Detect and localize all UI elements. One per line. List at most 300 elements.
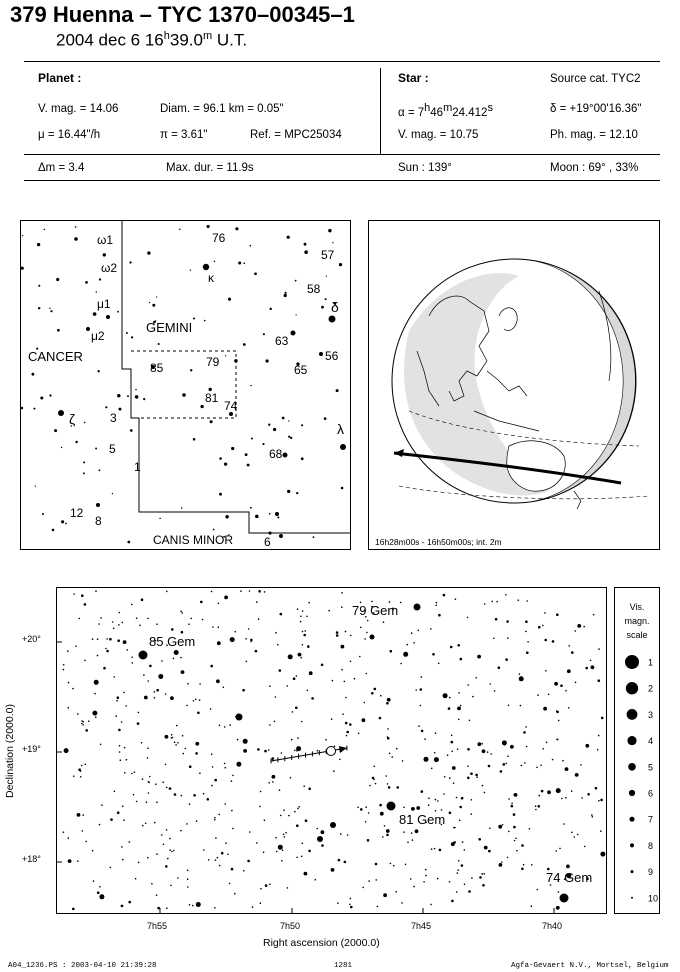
detail-star (447, 754, 449, 756)
detail-star (214, 819, 216, 821)
detail-star (458, 692, 460, 694)
detail-star (117, 696, 120, 699)
detail-star (265, 884, 268, 887)
detail-star (63, 831, 65, 833)
detail-star (245, 638, 247, 640)
detail-bright-star (236, 714, 243, 721)
finder-star (38, 285, 40, 287)
finder-star (149, 302, 150, 303)
label-cancer: CANCER (28, 349, 83, 364)
detail-star (521, 868, 524, 871)
detail-star (475, 677, 477, 679)
detail-star (286, 685, 288, 687)
finder-star (277, 516, 279, 518)
finder-star (245, 453, 248, 456)
detail-star (346, 731, 349, 734)
detail-star (131, 656, 133, 658)
detail-star (317, 750, 319, 752)
detail-star (217, 857, 219, 859)
finder-star (193, 438, 196, 441)
finder-star (336, 389, 339, 392)
finder-star (22, 235, 23, 236)
detail-star (558, 720, 560, 722)
scale-dot-8 (630, 843, 634, 847)
detail-star (380, 695, 382, 697)
detail-star (467, 748, 470, 751)
detail-star (166, 907, 168, 909)
detail-star (229, 883, 231, 885)
scale-label-6: 6 (648, 788, 654, 799)
detail-star (601, 717, 604, 720)
detail-star (331, 868, 335, 872)
detail-star (420, 688, 423, 691)
finder-star (207, 225, 210, 228)
finder-star (117, 394, 120, 397)
detail-star (350, 635, 352, 637)
detail-star (383, 893, 387, 897)
detail-star (215, 859, 217, 861)
x-axis-label: Right ascension (2000.0) (263, 937, 380, 949)
detail-star (557, 739, 559, 741)
detail-star (360, 627, 362, 629)
detail-star (334, 745, 336, 747)
detail-star (115, 715, 117, 717)
label-mu2: μ2 (91, 329, 105, 343)
detail-star (165, 764, 167, 766)
detail-star (559, 848, 561, 850)
xtick-label-7h50: 7h50 (280, 921, 301, 931)
detail-star (368, 812, 370, 814)
label-68: 68 (269, 447, 283, 461)
detail-star (585, 744, 589, 748)
finder-star (321, 306, 324, 309)
detail-star (467, 777, 470, 780)
detail-star (507, 756, 509, 758)
detail-star (156, 894, 158, 896)
detail-star (156, 853, 158, 855)
detail-star (259, 806, 261, 808)
scale-label-5: 5 (648, 762, 654, 773)
detail-star (359, 656, 361, 658)
detail-star (424, 738, 426, 740)
detail-star (545, 670, 547, 672)
finder-star (40, 396, 43, 399)
finder-star (288, 420, 289, 421)
detail-star (491, 601, 493, 603)
detail-star (435, 605, 437, 607)
finder-star (301, 424, 303, 426)
detail-star (457, 644, 460, 647)
detail-star (84, 660, 86, 662)
detail-star (432, 653, 435, 656)
detail-star (451, 900, 454, 903)
detail-star (300, 616, 302, 618)
detail-star (421, 676, 423, 678)
detail-star (275, 632, 277, 634)
detail-star (296, 746, 301, 751)
detail-star (257, 748, 260, 751)
finder-bright-star (86, 327, 90, 331)
detail-star (293, 677, 296, 680)
detail-star (114, 791, 116, 793)
detail-star (505, 658, 508, 661)
detail-star (197, 712, 200, 715)
finder-star (117, 311, 119, 313)
detail-star (428, 797, 430, 799)
detail-star (169, 849, 171, 851)
detail-star (264, 820, 266, 822)
detail-star (120, 759, 122, 761)
finder-bright-star (340, 444, 346, 450)
detail-star (400, 663, 402, 665)
detail-star (529, 828, 531, 830)
detail-star (451, 735, 453, 737)
constellation-boundary (122, 221, 350, 533)
scale-dot-7 (630, 817, 635, 822)
detail-star (537, 694, 539, 696)
detail-star (438, 614, 441, 617)
detail-star (279, 789, 281, 791)
detail-star (113, 676, 115, 678)
finder-star (231, 447, 234, 450)
detail-star (487, 751, 489, 753)
detail-star (346, 735, 348, 737)
label-79: 79 (206, 355, 220, 369)
star-right-ascension: α = 7h46m24.412s (398, 102, 493, 119)
detail-star (207, 798, 210, 801)
header-rule-bottom (24, 180, 660, 181)
detail-star (304, 630, 306, 632)
detail-star (338, 859, 341, 862)
detail-star (154, 691, 156, 693)
detail-star (597, 749, 599, 751)
detail-star (231, 780, 233, 782)
detail-star (507, 637, 509, 639)
detail-star (395, 891, 397, 893)
magnitude-scale (614, 587, 660, 914)
detail-star (418, 725, 420, 727)
finder-star (282, 417, 285, 420)
detail-star (189, 803, 191, 805)
finder-star (225, 515, 229, 519)
detail-star (505, 594, 507, 596)
detail-star (84, 603, 87, 606)
detail-star (109, 638, 112, 641)
track-arrow (339, 746, 347, 753)
detail-star (598, 800, 600, 802)
finder-star (61, 520, 64, 523)
detail-star (382, 836, 384, 838)
finder-star (269, 513, 271, 515)
detail-star (542, 748, 544, 750)
detail-star (306, 616, 308, 618)
scale-label-9: 9 (648, 867, 654, 878)
max-duration: Max. dur. = 11.9s (166, 162, 254, 174)
detail-star (163, 844, 165, 846)
scale-label-2: 2 (648, 683, 654, 694)
detail-star (450, 646, 453, 649)
detail-star (280, 815, 282, 817)
detail-star (219, 725, 221, 727)
detail-star (224, 596, 228, 600)
detail-star (460, 705, 462, 707)
detail-star (540, 765, 542, 767)
detail-star (502, 740, 507, 745)
detail-star (415, 829, 419, 833)
detail-star (278, 845, 283, 850)
detail-star (68, 682, 70, 684)
detail-star (81, 723, 83, 725)
finder-star (219, 493, 222, 496)
detail-star (403, 831, 405, 833)
label-81: 81 (205, 391, 219, 405)
detail-star (371, 601, 373, 603)
detail-star (407, 841, 409, 843)
detail-star (484, 846, 488, 850)
detail-star (489, 828, 491, 830)
detail-star (268, 749, 270, 751)
detail-star (68, 837, 70, 839)
label-omega1: ω1 (97, 233, 114, 247)
detail-star (598, 735, 600, 737)
finder-star (21, 267, 24, 270)
detail-star (332, 680, 334, 682)
scale-dot-9 (631, 870, 634, 873)
detail-star (459, 806, 462, 809)
detail-star (525, 726, 527, 728)
detail-star (298, 653, 302, 657)
detail-star (161, 834, 163, 836)
detail-star (174, 741, 176, 743)
label-lambda: λ (337, 421, 344, 437)
detail-star (456, 797, 458, 799)
detail-star (169, 838, 171, 840)
label-mu1: μ1 (97, 297, 111, 311)
detail-star (389, 753, 391, 755)
detail-star (199, 699, 201, 701)
path-direction-arrow (394, 449, 404, 457)
source-catalog: Source cat. TYC2 (550, 73, 641, 85)
detail-star (458, 719, 460, 721)
detail-star (95, 590, 97, 592)
detail-star (406, 644, 408, 646)
detail-star (377, 906, 379, 908)
label-kappa: κ (208, 271, 214, 285)
detail-star (413, 886, 415, 888)
moon-info: Moon : 69° , 33% (550, 162, 639, 174)
finder-star (250, 385, 251, 386)
detail-star (531, 905, 533, 907)
finder-star (49, 308, 50, 309)
detail-star (386, 834, 389, 837)
detail-star (147, 748, 149, 750)
detail-star (449, 881, 451, 883)
detail-star (211, 753, 213, 755)
detail-star (345, 722, 348, 725)
detail-star (82, 830, 84, 832)
scale-label-3: 3 (648, 709, 654, 720)
detail-star (101, 804, 103, 806)
detail-star (459, 820, 461, 822)
detail-star (367, 839, 370, 842)
detail-star (186, 823, 188, 825)
detail-star (439, 849, 442, 852)
detail-star (193, 794, 196, 797)
scale-dot-10 (631, 897, 633, 899)
detail-star (275, 837, 277, 839)
finder-star (210, 420, 213, 423)
detail-star (225, 842, 227, 844)
detail-star (415, 689, 417, 691)
detail-star (264, 591, 266, 593)
detail-star (519, 676, 524, 681)
finder-star (225, 355, 226, 356)
detail-star (203, 793, 205, 795)
detail-star (263, 852, 265, 854)
detail-star (390, 650, 393, 653)
detail-star (577, 624, 581, 628)
detail-star (129, 841, 131, 843)
detail-star (400, 602, 402, 604)
finder-star (332, 242, 333, 243)
detail-star (248, 628, 250, 630)
detail-star (182, 735, 184, 737)
finder-star (103, 253, 106, 256)
detail-star (482, 884, 485, 887)
detail-star (230, 637, 235, 642)
detail-star (143, 674, 145, 676)
detail-star (95, 716, 97, 718)
detail-star (131, 604, 133, 606)
detail-star (199, 683, 201, 685)
detail-star (105, 648, 107, 650)
detail-star (295, 707, 298, 710)
detail-star (269, 883, 271, 885)
detail-star (106, 638, 108, 640)
detail-star (138, 862, 140, 864)
detail-star (375, 879, 377, 881)
xtick-label-7h55: 7h55 (147, 921, 168, 931)
detail-star (142, 825, 144, 827)
finder-star (83, 472, 85, 474)
detail-star (215, 837, 217, 839)
detail-star (518, 599, 520, 601)
detail-star (402, 760, 404, 762)
detail-star (187, 886, 189, 888)
detail-star (495, 618, 498, 621)
finder-star (193, 317, 195, 319)
detail-star (350, 661, 352, 663)
scale-dots (625, 655, 639, 899)
detail-star (121, 721, 123, 723)
detail-star (367, 620, 369, 622)
field-of-view-box (131, 351, 236, 418)
finder-star (296, 492, 298, 494)
planet-vmag: V. mag. = 14.06 (38, 103, 119, 115)
planet-reference: Ref. = MPC25034 (250, 129, 342, 141)
detail-star (448, 707, 451, 710)
label-58: 58 (307, 282, 321, 296)
scale-label-10: 10 (648, 893, 659, 904)
y-axis-label: Declination (2000.0) (4, 704, 16, 798)
detail-star (236, 762, 241, 767)
detail-star (121, 905, 124, 908)
detail-star (421, 730, 424, 733)
detail-star (276, 851, 278, 853)
detail-star (78, 618, 80, 620)
finder-star (75, 226, 77, 228)
detail-star (292, 711, 294, 713)
detail-star (538, 626, 541, 629)
finder-star (339, 263, 342, 266)
detail-star (575, 630, 577, 632)
detail-bright-star (330, 822, 336, 828)
detail-star (499, 863, 503, 867)
detail-star (476, 776, 478, 778)
detail-star (237, 739, 239, 741)
detail-star (136, 801, 138, 803)
detail-star (568, 707, 570, 709)
detail-star (354, 678, 356, 680)
detail-star (457, 872, 459, 874)
detail-star (434, 752, 436, 754)
detail-star (279, 669, 282, 672)
detail-star (302, 631, 304, 633)
detail-star (117, 639, 120, 642)
detail-star (525, 620, 528, 623)
detail-star (464, 849, 466, 851)
finder-bright-star (279, 534, 283, 538)
detail-star (122, 805, 124, 807)
detail-star (387, 698, 391, 702)
label-81-gem: 81 Gem (399, 812, 446, 827)
detail-star (436, 602, 438, 604)
detail-star (321, 664, 324, 667)
detail-star (187, 870, 189, 872)
detail-star (501, 861, 503, 863)
detail-star (467, 684, 469, 686)
detail-star (227, 854, 229, 856)
detail-star (443, 693, 448, 698)
detail-star (300, 657, 302, 659)
detail-star (435, 799, 437, 801)
finder-star (98, 469, 100, 471)
detail-star (223, 687, 225, 689)
detail-star (425, 875, 427, 877)
detail-star (554, 682, 558, 686)
detail-star (172, 737, 174, 739)
scale-label-7: 7 (648, 814, 654, 825)
detail-star (556, 613, 559, 616)
finder-star (131, 336, 133, 338)
detail-star (308, 850, 311, 853)
detail-star (449, 777, 451, 779)
finder-bright-star (96, 503, 100, 507)
finder-star (263, 333, 265, 335)
finder-star (147, 251, 150, 254)
detail-star (243, 749, 247, 753)
detail-star (307, 645, 310, 648)
detail-star (543, 707, 547, 711)
detail-star (513, 826, 516, 829)
detail-star (170, 696, 174, 700)
detail-star (188, 623, 190, 625)
detail-star (515, 838, 517, 840)
detail-star (97, 638, 99, 640)
detail-star (88, 720, 90, 722)
detail-star (287, 887, 289, 889)
detail-star (484, 792, 486, 794)
